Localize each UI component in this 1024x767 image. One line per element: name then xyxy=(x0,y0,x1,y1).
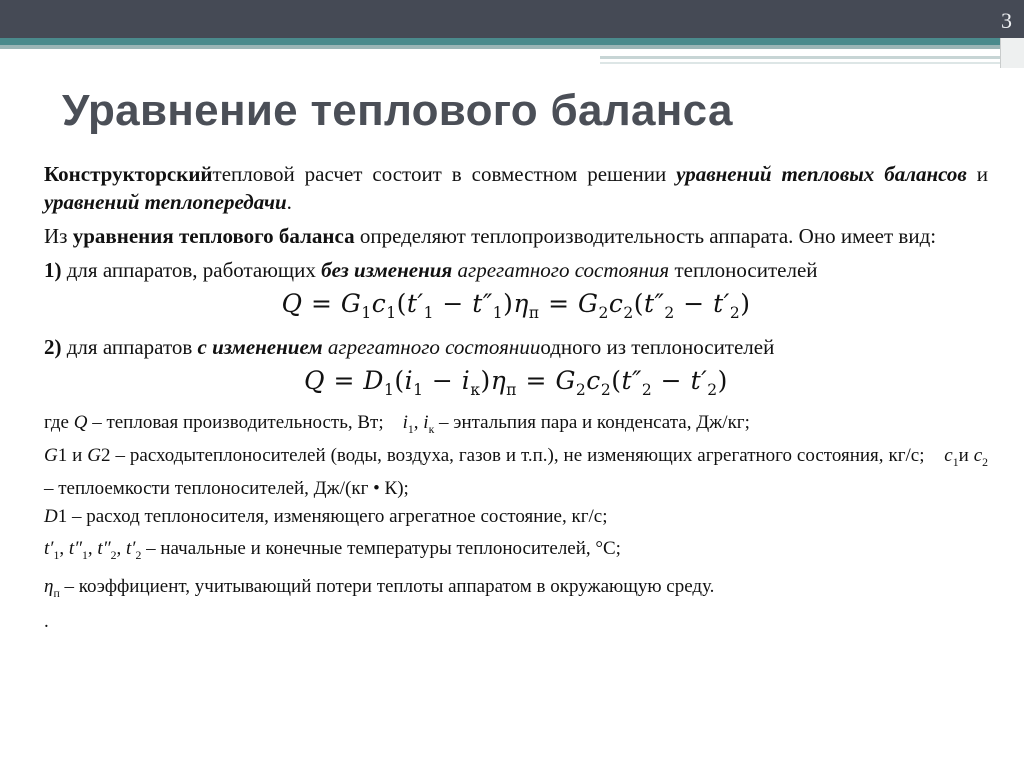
para1-text: тепловой расчет состоит в совместном решении xyxy=(212,162,667,186)
item1-rest: теплоносителей xyxy=(669,258,818,282)
formula1-rhs: = G xyxy=(539,289,599,318)
grey-band xyxy=(0,45,1000,49)
item2-emph: с изменением xyxy=(197,335,323,359)
item2-italic: агрегатного состоянии xyxy=(322,335,541,359)
q-desc: – тепловая производительность, Вт; xyxy=(87,412,384,433)
paragraph-2 xyxy=(44,222,988,250)
eta-desc: – коэффициент, учитывающий потери теплоты аппаратом в окружающую среду. xyxy=(59,576,715,598)
formula2-lhs: Q = D xyxy=(304,366,384,395)
g2-desc: 2 – расходытеплоносителей (воды, воздуха, газов и т.п.), не изменяющих агрегатного состояния, кг/с; xyxy=(101,444,925,466)
lead-bold: Конструкторский xyxy=(44,162,213,186)
legend-line-5: $\eta_п$ – коэффициент, учитывающий потери теплоты аппаратом в окружающую среду. xyxy=(44,576,715,601)
c-desc: – теплоемкости теплоносителей, Дж/(кг • К); xyxy=(44,477,409,499)
item-1 xyxy=(44,256,988,284)
enthalpy-desc: – энтальпия пара и конденсата, Дж/кг; xyxy=(434,412,750,433)
legend-line-1: где Q – тепловая производительность, Вт; $i_1$, $i_к$ – энтальпия пара и конденсата, Дж/кг; xyxy=(44,412,750,436)
slide-content xyxy=(44,160,988,635)
where-text: где xyxy=(44,412,74,433)
item2-number: 2) xyxy=(44,335,62,359)
emph-heat-balance: уравнений тепловых балансов xyxy=(676,162,967,186)
period: . xyxy=(286,190,292,214)
d1-desc: 1 – расход теплоносителя, изменяющего агрегатное состояние, кг/с; xyxy=(57,505,608,527)
legend-line-4: $t'_1$, $t''_1$, $t''_2$, $t'_2$ – начальные и конечные температуры теплоносителей, °С; xyxy=(44,537,621,562)
slide-number: 3 xyxy=(1001,8,1012,33)
item1-italic: агрегатного состояния xyxy=(452,258,670,282)
corner-block xyxy=(1000,38,1024,68)
item1-text: для аппаратов, работающих xyxy=(61,258,322,282)
g1-text: 1 и xyxy=(57,444,88,466)
teal-band xyxy=(0,38,1000,45)
legend-dot: . xyxy=(44,611,49,633)
formula1-lhs: Q = G xyxy=(281,289,362,318)
para2-bold: уравнения теплового баланса xyxy=(72,224,355,248)
item1-emph: без изменения xyxy=(321,258,453,282)
legend-line-2: G1 и G2 – расходытеплоносителей (воды, воздуха, газов и т.п.), не изменяющих агрегатного состояния, кг/с; $c_1и$ $c_2$ – теплоемкости теплоносителей, Дж/(кг • К); xyxy=(44,444,989,499)
paragraph-1 xyxy=(44,160,988,216)
top-bar xyxy=(0,0,1024,38)
slide-title: Уравнение теплового баланса xyxy=(62,86,733,135)
q-symbol: Q xyxy=(73,412,88,433)
decor-line-2 xyxy=(600,62,1000,64)
para2-rest: определяют теплопроизводительность аппарата. Оно имеет вид: xyxy=(354,224,937,248)
legend xyxy=(44,410,988,635)
item-2 xyxy=(44,333,988,361)
legend-line-3: D1 – расход теплоносителя, изменяющего агрегатное состояние, кг/с; xyxy=(44,505,608,527)
and-text: и xyxy=(966,162,988,186)
item2-rest: одного из теплоносителей xyxy=(540,335,775,359)
emph-heat-transfer: уравнений теплопередачи xyxy=(44,190,287,214)
para2-start: Из xyxy=(44,224,73,248)
temp-desc: – начальные и конечные температуры теплоносителей, °С; xyxy=(141,537,621,559)
c-and: и xyxy=(958,444,974,466)
formula-1: $Q = G_1c_1(t'_1 - t''_1)\eta_п = G_2c_2(t''_2 - t'_2)$ xyxy=(281,289,751,322)
item1-number: 1) xyxy=(44,258,62,282)
decor-line xyxy=(600,56,1000,59)
item2-text: для аппаратов xyxy=(61,335,198,359)
formula-2: $Q = D_1(i_1 - i_к)\eta_п = G_2c_2(t''_2 - t'_2)$ xyxy=(304,366,728,399)
